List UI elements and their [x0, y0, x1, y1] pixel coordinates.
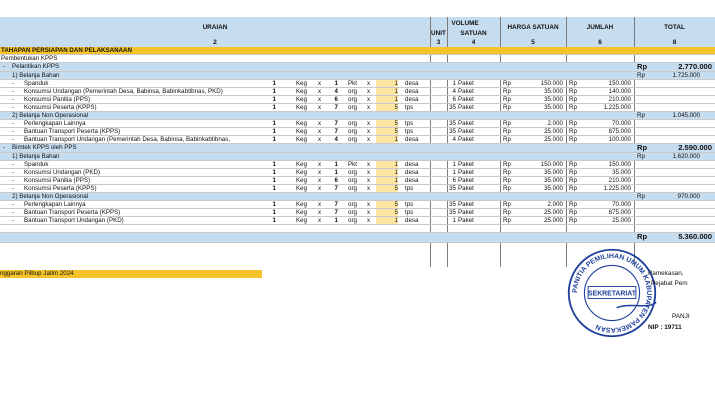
item-qty3: 1: [376, 169, 398, 176]
item-harga-rp: Rp: [503, 88, 511, 95]
item-qty1: 1: [272, 104, 276, 111]
table-row: [0, 177, 715, 185]
item-times1: x: [318, 177, 322, 184]
item-harga-rp: Rp: [503, 209, 511, 216]
item-unit1: Keg: [296, 161, 308, 168]
official-stamp: [566, 247, 658, 339]
item-unit1: Keg: [296, 120, 308, 127]
item-satuan: Paket: [458, 80, 474, 87]
item-unit2: org: [348, 177, 357, 184]
item-qty2: 4: [334, 136, 338, 143]
item-unit1: Keg: [296, 104, 308, 111]
item-bullet: -: [12, 80, 15, 87]
table-row: [0, 169, 715, 177]
item-times1: x: [318, 96, 322, 103]
subgroup-rp: Rp: [637, 153, 645, 160]
item-times2: x: [367, 120, 371, 127]
header-number-5: 5: [531, 39, 535, 46]
item-jumlah-rp: Rp: [569, 136, 577, 143]
table-row: [0, 209, 715, 217]
stamp-ring-text: PANITIA PEMILIHAN UMUM KABUPATEN PAMEKASAN: [571, 253, 652, 334]
item-bullet: -: [12, 88, 15, 95]
item-unit2: org: [348, 185, 357, 192]
item-volume: 1: [452, 80, 456, 87]
item-jumlah-rp: Rp: [569, 217, 577, 224]
header-number-8: 8: [672, 39, 677, 46]
item-jumlah: 875.000: [608, 128, 631, 135]
item-times2: x: [367, 136, 371, 143]
item-unit1: Keg: [296, 88, 308, 95]
item-times1: x: [318, 104, 322, 111]
item-jumlah-rp: Rp: [569, 88, 577, 95]
group-title: Pelantikan KPPS: [12, 63, 60, 70]
group-total-rp: Rp: [637, 144, 648, 152]
item-harga: 2.000: [547, 201, 563, 208]
item-bullet: -: [12, 217, 15, 224]
item-bullet: -: [12, 128, 15, 135]
item-name: Bantuan Transport Peserta (KPPS): [24, 128, 121, 135]
item-times2: x: [367, 201, 371, 208]
item-unit3: desa: [405, 96, 419, 103]
item-harga-rp: Rp: [503, 80, 511, 87]
item-qty1: 1: [272, 88, 276, 95]
item-qty3: 1: [376, 136, 398, 143]
item-harga: 150.000: [540, 80, 563, 87]
header-number-2: 2: [213, 39, 217, 46]
item-satuan: Paket: [458, 209, 474, 216]
item-satuan: Paket: [458, 169, 474, 176]
item-bullet: -: [12, 136, 15, 143]
item-times2: x: [367, 128, 371, 135]
item-unit3: desa: [405, 169, 419, 176]
signature-name: PANJI: [672, 313, 690, 320]
signature-role: Pejabat Pem: [651, 280, 688, 287]
item-unit2: org: [348, 136, 357, 143]
item-satuan: Paket: [458, 161, 474, 168]
table-row: [0, 88, 715, 96]
item-jumlah: 140.000: [608, 88, 631, 95]
group-bullet: -: [3, 63, 6, 70]
item-satuan: Paket: [458, 104, 474, 111]
item-unit3: desa: [405, 80, 419, 87]
table-row: [0, 96, 715, 104]
item-qty1: 1: [272, 217, 276, 224]
item-jumlah: 1.225.000: [603, 185, 631, 192]
item-volume: 6: [452, 177, 456, 184]
item-bullet: -: [12, 96, 15, 103]
item-unit3: tps: [405, 185, 414, 192]
item-jumlah-rp: Rp: [569, 177, 577, 184]
item-harga: 25.000: [544, 136, 563, 143]
item-satuan: Paket: [458, 177, 474, 184]
item-name: Spanduk: [24, 80, 49, 87]
subgroup-row: [0, 153, 715, 161]
item-times1: x: [318, 209, 322, 216]
subgroup-title: 1) Belanja Bahan: [12, 72, 60, 79]
item-qty3: 5: [376, 104, 398, 111]
item-qty2: 1: [334, 169, 338, 176]
item-jumlah: 70.000: [612, 120, 631, 127]
item-qty3: 5: [376, 185, 398, 192]
item-harga-rp: Rp: [503, 185, 511, 192]
item-jumlah: 25.000: [612, 217, 631, 224]
subgroup-amount: 1.725.000: [672, 72, 700, 79]
item-times1: x: [318, 80, 322, 87]
item-bullet: -: [12, 120, 15, 127]
item-qty2: 4: [334, 88, 338, 95]
item-unit2: org: [348, 120, 357, 127]
subsection-title: Pembentukan KPPS: [1, 55, 58, 62]
item-unit1: Keg: [296, 136, 308, 143]
item-name: Bantuan Transport Undangan (PKD): [24, 217, 124, 224]
item-jumlah-rp: Rp: [569, 128, 577, 135]
item-qty3: 1: [376, 88, 398, 95]
item-jumlah: 100.000: [608, 136, 631, 143]
item-jumlah-rp: Rp: [569, 209, 577, 216]
item-harga-rp: Rp: [503, 128, 511, 135]
subgroup-rp: Rp: [637, 72, 645, 79]
item-bullet: -: [12, 209, 15, 216]
item-times1: x: [318, 217, 322, 224]
header-satuan: SATUAN: [460, 30, 487, 37]
item-name: Bantuan Transport Peserta (KPPS): [24, 209, 121, 216]
header-unit: UNIT: [431, 30, 446, 37]
item-unit1: Keg: [296, 209, 308, 216]
item-jumlah-rp: Rp: [569, 185, 577, 192]
item-qty1: 1: [272, 80, 276, 87]
item-qty3: 5: [376, 209, 398, 216]
subgroup-title: 2) Belanja Non Operasional: [12, 112, 89, 119]
item-times2: x: [367, 209, 371, 216]
subgroup-amount: 970.000: [677, 193, 700, 200]
item-satuan: Paket: [458, 201, 474, 208]
item-unit2: Pkt: [348, 80, 357, 87]
item-qty2: 1: [334, 217, 338, 224]
item-qty3: 1: [376, 96, 398, 103]
item-times2: x: [367, 177, 371, 184]
item-times1: x: [318, 169, 322, 176]
item-harga: 25.000: [544, 128, 563, 135]
signature-nip: NIP : 19711: [648, 324, 682, 331]
item-jumlah: 875.000: [608, 209, 631, 216]
item-qty2: 6: [334, 96, 338, 103]
item-name: Konsumsi Peserta (KPPS): [24, 185, 97, 192]
item-qty2: 7: [334, 104, 338, 111]
item-jumlah-rp: Rp: [569, 201, 577, 208]
table-row: [0, 120, 715, 128]
item-harga: 25.000: [544, 209, 563, 216]
item-jumlah-rp: Rp: [569, 80, 577, 87]
item-jumlah-rp: Rp: [569, 161, 577, 168]
item-harga: 150.000: [540, 161, 563, 168]
item-name: Konsumsi Undangan (Pemerintah Desa, Babinsa, Babinkabtibnas, PKD): [24, 88, 223, 95]
table-row: [0, 217, 715, 225]
subgroup-title: 1) Belanja Bahan: [12, 153, 60, 160]
item-volume: 35: [449, 104, 456, 111]
item-times2: x: [367, 185, 371, 192]
item-jumlah: 70.000: [612, 201, 631, 208]
item-unit1: Keg: [296, 80, 308, 87]
header-number-4: 4: [471, 39, 476, 46]
item-volume: 1: [452, 161, 456, 168]
item-satuan: Paket: [458, 217, 474, 224]
item-jumlah: 210.000: [608, 177, 631, 184]
item-volume: 35: [449, 120, 456, 127]
item-volume: 35: [449, 201, 456, 208]
item-qty2: 7: [334, 185, 338, 192]
item-qty2: 1: [334, 161, 338, 168]
item-harga: 35.000: [544, 169, 563, 176]
item-qty1: 1: [272, 161, 276, 168]
item-volume: 6: [452, 96, 456, 103]
item-satuan: Paket: [458, 88, 474, 95]
item-unit1: Keg: [296, 177, 308, 184]
item-qty3: 1: [376, 161, 398, 168]
item-harga: 2.000: [547, 120, 563, 127]
item-jumlah: 150.000: [608, 80, 631, 87]
header-harga-satuan: HARGA SATUAN: [507, 24, 559, 31]
group-row: [0, 63, 715, 72]
item-qty2: 7: [334, 201, 338, 208]
item-unit3: desa: [405, 177, 419, 184]
item-harga: 35.000: [544, 185, 563, 192]
item-harga-rp: Rp: [503, 96, 511, 103]
item-volume: 35: [449, 209, 456, 216]
header-number-6: 6: [598, 39, 602, 46]
table-row: [0, 80, 715, 88]
item-unit3: desa: [405, 88, 419, 95]
item-qty3: 5: [376, 120, 398, 127]
item-unit3: tps: [405, 128, 414, 135]
section-title: TAHAPAN PERSIAPAN DAN PELAKSANAAN: [1, 47, 132, 54]
item-qty1: 1: [272, 169, 276, 176]
item-unit1: Keg: [296, 185, 308, 192]
item-unit2: org: [348, 201, 357, 208]
item-qty1: 1: [272, 136, 276, 143]
item-satuan: Paket: [458, 120, 474, 127]
item-unit2: org: [348, 217, 357, 224]
item-unit2: org: [348, 104, 357, 111]
table-row: [0, 185, 715, 193]
item-times2: x: [367, 96, 371, 103]
group-total-rp: Rp: [637, 63, 648, 71]
signature-place: Pamekasan,: [648, 270, 684, 277]
item-times2: x: [367, 88, 371, 95]
section-title-row: [0, 47, 715, 55]
item-unit3: tps: [405, 104, 414, 111]
item-name: Spanduk: [24, 161, 49, 168]
group-total: 2.770.000: [678, 63, 712, 71]
item-harga: 35.000: [544, 177, 563, 184]
item-times1: x: [318, 201, 322, 208]
item-name: Perlengkapan Lainnya: [24, 120, 86, 127]
item-qty3: 1: [376, 80, 398, 87]
item-jumlah: 1.225.000: [603, 104, 631, 111]
item-satuan: Paket: [458, 185, 474, 192]
item-qty1: 1: [272, 209, 276, 216]
item-volume: 1: [452, 217, 456, 224]
item-name: Konsumsi Peserta (KPPS): [24, 104, 97, 111]
item-unit1: Keg: [296, 96, 308, 103]
item-jumlah-rp: Rp: [569, 169, 577, 176]
item-qty2: 7: [334, 128, 338, 135]
item-qty3: 5: [376, 201, 398, 208]
item-qty3: 5: [376, 128, 398, 135]
item-qty2: 7: [334, 120, 338, 127]
item-times1: x: [318, 136, 322, 143]
item-bullet: -: [12, 177, 15, 184]
item-name: Konsumsi Undangan (PKD): [24, 169, 101, 176]
item-volume: 4: [452, 136, 456, 143]
budget-table: [0, 47, 715, 243]
item-volume: 1: [452, 169, 456, 176]
item-satuan: Paket: [458, 128, 474, 135]
table-row: [0, 104, 715, 112]
item-qty2: 7: [334, 209, 338, 216]
item-unit3: desa: [405, 161, 419, 168]
table-row: [0, 128, 715, 136]
grand-total-amount: 5.360.000: [678, 233, 712, 241]
item-times2: x: [367, 217, 371, 224]
item-name: Perlengkapan Lainnya: [24, 201, 86, 208]
item-times1: x: [318, 88, 322, 95]
item-harga-rp: Rp: [503, 136, 511, 143]
subgroup-amount: 1.620.000: [672, 153, 700, 160]
table-row: [0, 161, 715, 169]
item-harga: 35.000: [544, 104, 563, 111]
header-jumlah: JUMLAH: [586, 24, 614, 31]
subgroup-amount: 1.045.000: [672, 112, 700, 119]
stamp-center-text: SEKRETARIAT: [588, 290, 636, 298]
item-harga-rp: Rp: [503, 201, 511, 208]
item-satuan: Paket: [458, 96, 474, 103]
item-times2: x: [367, 161, 371, 168]
item-harga-rp: Rp: [503, 169, 511, 176]
item-bullet: -: [12, 201, 15, 208]
group-title: Bimtek KPPS oleh PPS: [12, 144, 77, 151]
header-total: TOTAL: [664, 24, 685, 31]
item-harga: 35.000: [544, 96, 563, 103]
item-jumlah: 35.000: [612, 169, 631, 176]
item-qty3: 1: [376, 177, 398, 184]
item-unit3: tps: [405, 120, 414, 127]
table-row: [0, 136, 715, 144]
item-qty3: 1: [376, 217, 398, 224]
group-row: [0, 144, 715, 153]
subgroup-rp: Rp: [637, 193, 645, 200]
subgroup-rp: Rp: [637, 112, 645, 119]
item-harga: 35.000: [544, 88, 563, 95]
item-times2: x: [367, 104, 371, 111]
item-times1: x: [318, 161, 322, 168]
item-qty1: 1: [272, 128, 276, 135]
item-unit2: org: [348, 88, 357, 95]
item-unit2: org: [348, 169, 357, 176]
item-qty1: 1: [272, 177, 276, 184]
item-qty1: 1: [272, 185, 276, 192]
item-jumlah-rp: Rp: [569, 104, 577, 111]
table-row: [0, 201, 715, 209]
item-qty1: 1: [272, 96, 276, 103]
subgroup-row: [0, 72, 715, 80]
item-times1: x: [318, 128, 322, 135]
item-volume: 4: [452, 88, 456, 95]
item-qty1: 1: [272, 120, 276, 127]
item-name: Konsumsi Panitia (PPS): [24, 177, 91, 184]
header-uraian: URAIAN: [202, 24, 228, 31]
item-volume: 35: [449, 185, 456, 192]
item-bullet: -: [12, 161, 15, 168]
header-number-3: 3: [436, 39, 441, 46]
subgroup-row: [0, 193, 715, 201]
item-name: Bantuan Transport Undangan (Pemerintah Desa, Babinsa, Babinkabtibnas,: [24, 136, 231, 143]
group-bullet: -: [3, 144, 6, 151]
item-times1: x: [318, 120, 322, 127]
item-unit1: Keg: [296, 217, 308, 224]
item-qty2: 1: [334, 80, 338, 87]
item-satuan: Paket: [458, 136, 474, 143]
item-bullet: -: [12, 169, 15, 176]
group-total: 2.590.000: [678, 144, 712, 152]
item-qty2: 6: [334, 177, 338, 184]
item-times2: x: [367, 80, 371, 87]
subsection-row: [0, 55, 715, 63]
footer-note-text: nggaran Pilbup Jatim 2024: [0, 270, 74, 277]
item-harga-rp: Rp: [503, 177, 511, 184]
item-unit2: org: [348, 96, 357, 103]
item-times1: x: [318, 185, 322, 192]
item-unit3: tps: [405, 201, 414, 208]
grand-total-rp: Rp: [637, 233, 648, 241]
item-unit1: Keg: [296, 201, 308, 208]
subgroup-title: 2) Belanja Non Operasional: [12, 193, 89, 200]
item-name: Konsumsi Panitia (PPS): [24, 96, 91, 103]
item-unit2: org: [348, 209, 357, 216]
item-unit2: org: [348, 128, 357, 135]
footer-note: [0, 270, 262, 278]
item-qty1: 1: [272, 201, 276, 208]
item-unit1: Keg: [296, 128, 308, 135]
item-unit2: Pkt: [348, 161, 357, 168]
item-unit3: desa: [405, 217, 419, 224]
item-volume: 35: [449, 128, 456, 135]
item-harga-rp: Rp: [503, 217, 511, 224]
item-jumlah: 210.000: [608, 96, 631, 103]
spacer-row: [0, 225, 715, 233]
item-harga: 25.000: [544, 217, 563, 224]
item-bullet: -: [12, 185, 15, 192]
item-harga-rp: Rp: [503, 120, 511, 127]
item-unit1: Keg: [296, 169, 308, 176]
item-harga-rp: Rp: [503, 104, 511, 111]
item-unit3: tps: [405, 209, 414, 216]
item-unit3: desa: [405, 136, 419, 143]
item-bullet: -: [12, 104, 15, 111]
item-jumlah-rp: Rp: [569, 120, 577, 127]
item-times2: x: [367, 169, 371, 176]
item-harga-rp: Rp: [503, 161, 511, 168]
item-jumlah: 150.000: [608, 161, 631, 168]
item-jumlah-rp: Rp: [569, 96, 577, 103]
subgroup-row: [0, 112, 715, 120]
header-volume: VOLUME: [451, 20, 479, 27]
grand-total-row: [0, 233, 715, 243]
